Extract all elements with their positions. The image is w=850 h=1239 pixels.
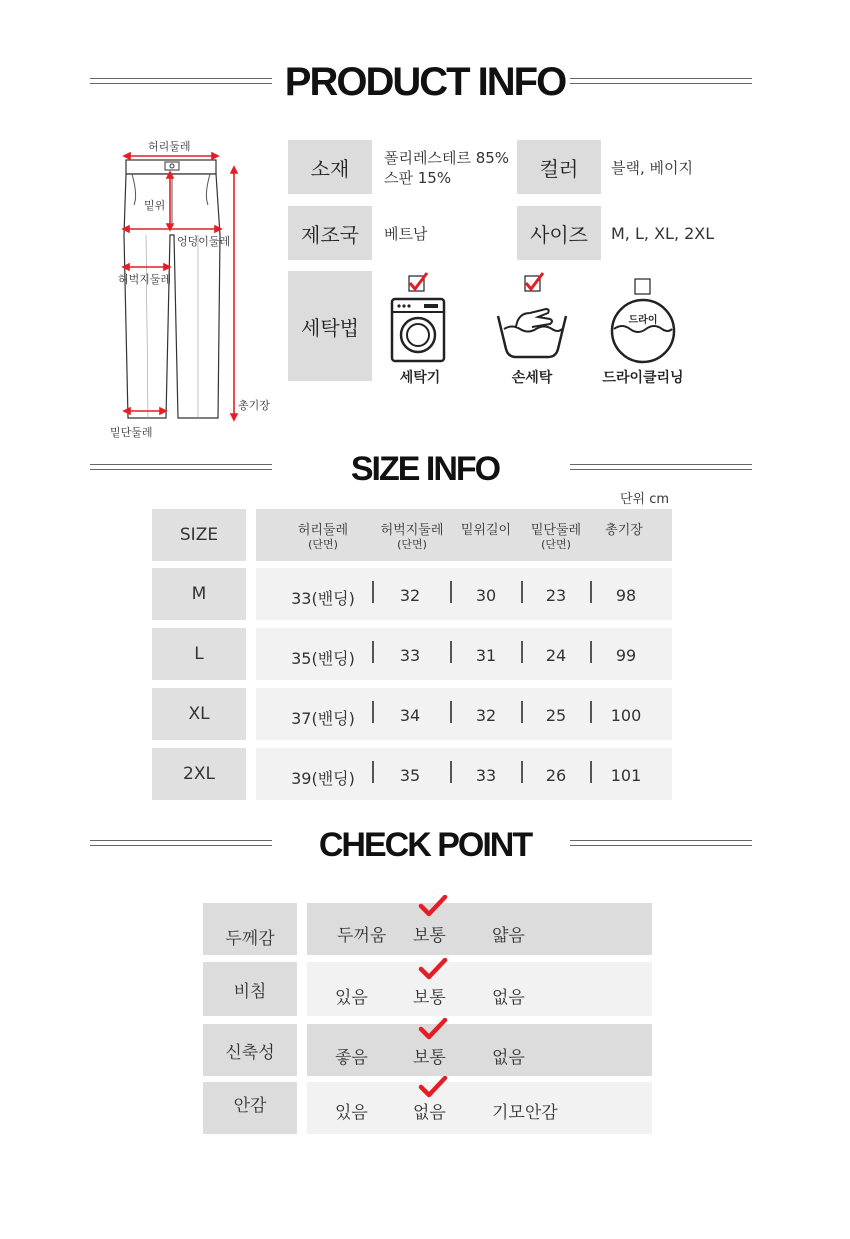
col-label: 허벅지둘레 [380, 523, 444, 538]
label-hem: 밑단둘레 [110, 426, 153, 439]
wash-option-hand-label: 손세탁 [511, 370, 553, 386]
label-rise: 밑위 [144, 199, 166, 212]
divider [450, 641, 452, 663]
divider [590, 701, 592, 723]
size-cell-waist: 37(밴딩) [291, 709, 355, 728]
size-cell-length: 100 [610, 706, 642, 725]
col-sublabel: (단면) [308, 538, 338, 551]
divider [372, 641, 374, 663]
check-option: 없음 [492, 988, 525, 1008]
col-label: 밑위길이 [460, 523, 512, 538]
divider [372, 701, 374, 723]
size-cell-rise: 33 [475, 766, 497, 785]
check-row-label: 안감 [203, 1082, 297, 1134]
size-cell-waist: 39(밴딩) [291, 769, 355, 788]
size-header-col-4 [584, 524, 664, 538]
size-cell-thigh: 33 [399, 646, 421, 665]
check-option: 두꺼움 [337, 926, 387, 946]
check-option: 기모안감 [492, 1103, 558, 1123]
check-option: 있음 [335, 1103, 368, 1123]
size-row-label: L [152, 628, 246, 680]
title-rule-right [570, 840, 752, 846]
check-option-selected: 보통 [413, 926, 446, 946]
check-option-selected: 보통 [413, 1048, 446, 1068]
size-header-col-1 [372, 524, 452, 552]
material-value [384, 148, 509, 188]
size-row-label: M [152, 568, 246, 620]
material-value-line1: 폴리레스테르 85% [384, 149, 510, 167]
size-cell-rise: 30 [475, 586, 497, 605]
col-label: 총기장 [605, 523, 643, 538]
size-cell-length: 101 [610, 766, 642, 785]
wash-label: 세탁법 [288, 271, 372, 381]
size-cell-length: 99 [615, 646, 637, 665]
size-cell-rise: 32 [475, 706, 497, 725]
size-header-col-0 [283, 524, 363, 552]
size-cell-waist: 35(밴딩) [291, 649, 355, 668]
check-mark-icon [418, 1076, 448, 1098]
check-option: 좋음 [335, 1048, 368, 1068]
size-cell-rise: 31 [475, 646, 497, 665]
wash-option-dry [598, 271, 688, 386]
title-rule-right [570, 78, 752, 84]
size-cell-length: 98 [615, 586, 637, 605]
check-option: 없음 [492, 1048, 525, 1068]
divider [521, 761, 523, 783]
label-hip: 엉덩이둘레 [177, 235, 231, 248]
divider [590, 761, 592, 783]
title-rule-right [570, 464, 752, 470]
divider [521, 701, 523, 723]
divider [372, 581, 374, 603]
divider [521, 641, 523, 663]
size-value: M, L, XL, 2XL [611, 224, 715, 243]
wash-option-hand [492, 271, 572, 386]
product-info-title: PRODUCT INFO [284, 60, 566, 104]
size-cell-hem: 26 [545, 766, 567, 785]
size-info-title: SIZE INFO [350, 450, 500, 488]
check-mark-icon [418, 895, 448, 917]
checkbox-icon [635, 279, 650, 294]
origin-label: 제조국 [288, 206, 372, 260]
wash-option-dry-label: 드라이클리닝 [602, 370, 684, 386]
divider [590, 581, 592, 603]
col-sublabel: (단면) [541, 538, 571, 551]
divider [372, 761, 374, 783]
label-total-length: 총기장 [238, 399, 270, 412]
divider [521, 581, 523, 603]
divider [450, 761, 452, 783]
size-label: 사이즈 [517, 206, 601, 260]
product-info-header [0, 60, 850, 110]
size-header-col-2 [446, 524, 526, 538]
wash-option-machine [380, 271, 460, 386]
check-row-label: 두께감 [203, 903, 297, 955]
check-point-title: CHECK POINT [318, 826, 532, 864]
check-mark-icon [418, 958, 448, 980]
size-info-header [0, 450, 850, 500]
size-cell-hem: 24 [545, 646, 567, 665]
check-mark-icon [418, 1018, 448, 1040]
divider [450, 581, 452, 603]
col-label: 허리둘레 [297, 523, 349, 538]
wash-option-machine-label: 세탁기 [399, 370, 441, 386]
unit-label: 단위 cm [620, 492, 670, 507]
label-waist: 허리둘레 [148, 140, 191, 153]
size-cell-hem: 25 [545, 706, 567, 725]
color-label: 컬러 [517, 140, 601, 194]
size-row-label: XL [152, 688, 246, 740]
dry-badge: 드라이 [628, 315, 658, 326]
material-value-line2: 스판 15% [384, 169, 452, 187]
pants-diagram [110, 135, 280, 445]
origin-value: 베트남 [384, 225, 428, 243]
material-label: 소재 [288, 140, 372, 194]
check-row-label: 신축성 [203, 1024, 297, 1076]
size-cell-waist: 33(밴딩) [291, 589, 355, 608]
col-label: 밑단둘레 [530, 523, 582, 538]
divider [450, 701, 452, 723]
size-cell-thigh: 32 [399, 586, 421, 605]
check-row-label: 비침 [203, 962, 297, 1016]
check-point-header [0, 826, 850, 876]
size-cell-hem: 23 [545, 586, 567, 605]
size-cell-thigh: 34 [399, 706, 421, 725]
check-option: 있음 [335, 988, 368, 1008]
divider [590, 641, 592, 663]
size-row-label: 2XL [152, 748, 246, 800]
size-cell-thigh: 35 [399, 766, 421, 785]
check-option: 얇음 [492, 926, 525, 946]
check-option-selected: 없음 [413, 1103, 446, 1123]
size-header-label: SIZE [152, 509, 246, 561]
color-value: 블랙, 베이지 [611, 159, 693, 177]
check-option-selected: 보통 [413, 988, 446, 1008]
label-thigh: 허벅지둘레 [118, 273, 172, 286]
col-sublabel: (단면) [397, 538, 427, 551]
